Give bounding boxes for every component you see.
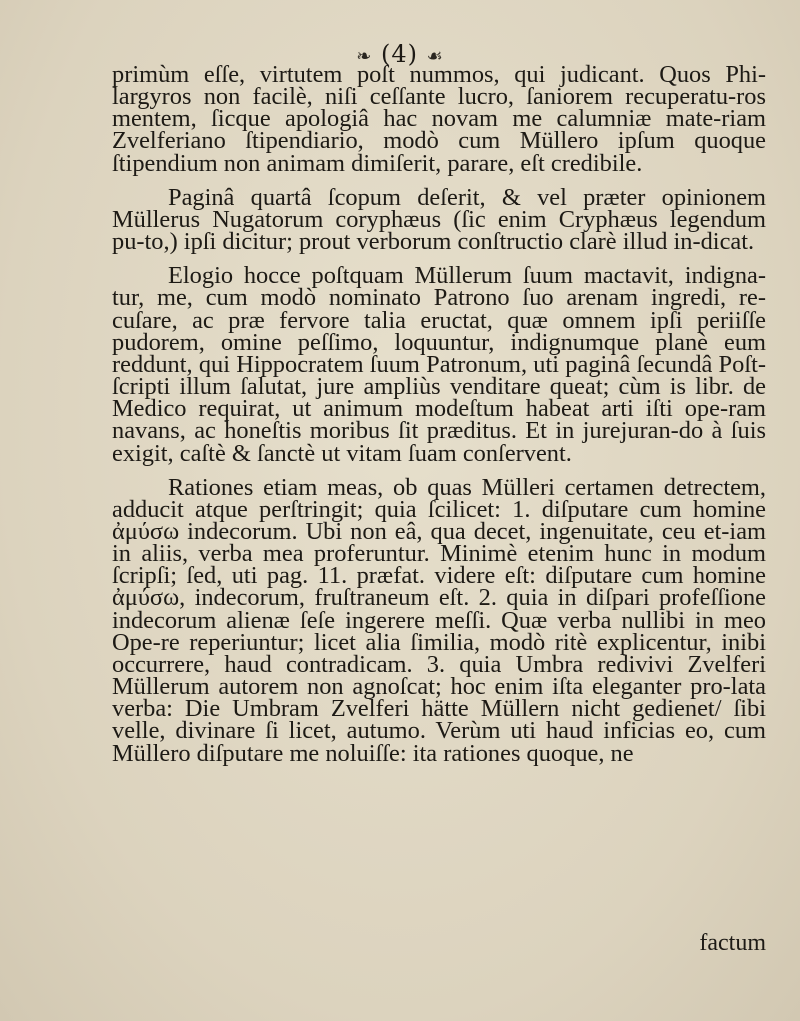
paragraph-3: Elogio hocce poſtquam Müllerum ſuum mactavit, indigna-tur, me, cum modò nominato Patrono ſuo arenam ingredi, re-cuſare, ac præ fervore talia eructat, quæ omnem ipſi periiſſe pudorem, omine peſſimo, loquuntur, indignumque planè eum reddunt, qui Hippocratem ſuum Patronum, uti paginâ ſecundâ Poſt-ſcripti illum ſalutat, jure ampliùs venditare queat; cùm is libr. de Medico requirat, ut animum modeſtum habeat arti iſti ope-ram navans, ac honeſtis moribus ſit præditus. Et in jurejuran-do à ſuis exigit, caſtè & ſanctè ut vitam ſuam conſervent. — [112, 262, 766, 467]
right-ornament-icon: ☙ — [426, 46, 444, 67]
paragraph-2: Paginâ quartâ ſcopum deſerit, & vel præter opinionem Müllerus Nugatorum coryphæus (ſic enim Cryphæus legendum pu-to,) ipſi dicitur; prout verborum conſtructio clarè illud in-dicat. — [112, 183, 766, 256]
catchword: factum — [699, 930, 766, 956]
left-ornament-icon: ❧ — [356, 46, 373, 67]
paragraph-4: Rationes etiam meas, ob quas Mülleri certamen detrectem, adducit atque perſtringit; quia ſcilicet: 1. diſputare cum homine ἀμύσω indecorum. Ubi non eâ, qua decet, ingenuitate, ceu et-iam in aliis, verba mea proferuntur. Minimè etenim hunc in modum ſcripſi; ſed, uti pag. 11. præfat. videre eſt: diſputare cum homine ἀμύσω, indecorum, fruſtraneum eſt. 2. quia in diſpari profeſſione indecorum alienæ ſeſe ingerere meſſi. Quæ verba nullibi in meo Ope-re reperiuntur; licet alia ſimilia, modò ritè explicentur, inibi occurrere, haud contradicam. 3. quia Umbra redivivi Zvelferi Müllerum autorem non agnoſcat; hoc enim iſta eleganter pro-lata verba: Die Umbram Zvelferi hätte Müllern nicht gedienet/ ſibi velle, divinare ſi licet, autumo. Verùm uti haud inficias eo, cum Müllero diſputare me noluiſſe: ita rationes quoque, ne — [112, 473, 766, 767]
body-text — [112, 61, 766, 767]
page-number: (4) — [380, 40, 418, 68]
paragraph-1: primùm eſſe, virtutem poſt nummos, qui judicant. Quos Phi-largyros non facilè, niſi ceſſante lucro, ſaniorem recuperatu-ros mentem, ſicque apologiâ hac novam me calumniæ mate-riam Zvelferiano ſtipendiario, modò cum Müllero ipſum quoque ſtipendium non animam dimiſerit, parare, eſt credibile. — [112, 61, 766, 177]
